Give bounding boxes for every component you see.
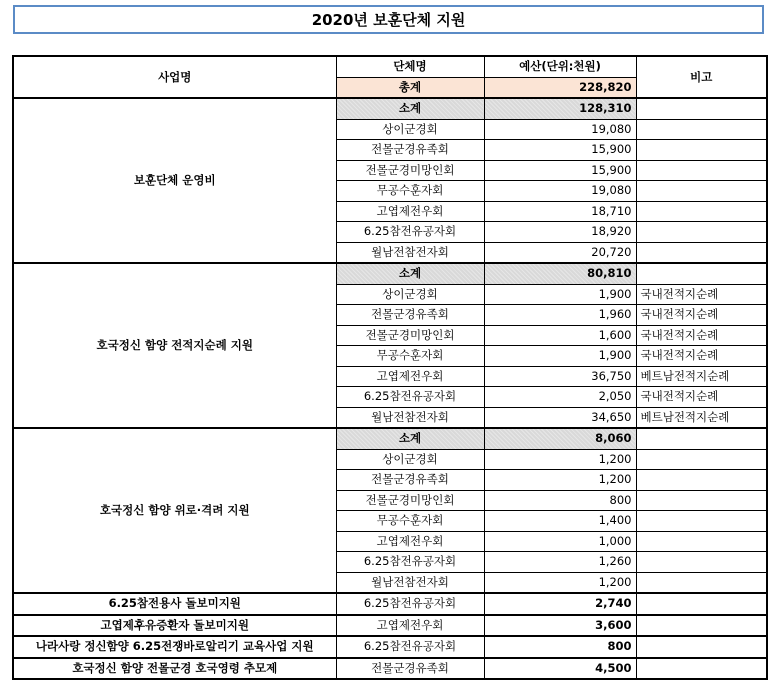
budget-value: 20,720 (484, 242, 636, 263)
org-name: 고엽제전우회 (336, 366, 484, 387)
budget-value: 2,050 (484, 387, 636, 408)
project-name: 호국정신 함양 전적지순례 지원 (13, 263, 336, 428)
note-cell (636, 511, 767, 532)
header-row (13, 56, 767, 77)
org-name: 고엽제전우회 (336, 201, 484, 222)
note-cell (636, 658, 767, 680)
org-name: 월남전참전자회 (336, 242, 484, 263)
note-cell (636, 449, 767, 470)
table-row (13, 615, 767, 637)
note-cell: 국내전적지순례 (636, 387, 767, 408)
org-name: 전몰군경미망인회 (336, 160, 484, 181)
org-name: 6.25참전유공자회 (336, 387, 484, 408)
table-row (13, 593, 767, 615)
note-cell (636, 428, 767, 449)
budget-value: 1,000 (484, 531, 636, 552)
project-name: 보훈단체 운영비 (13, 98, 336, 263)
page-title: 2020년 보훈단체 지원 (13, 5, 764, 34)
org-name: 6.25참전유공자회 (336, 222, 484, 243)
org-name: 전몰군경미망인회 (336, 325, 484, 346)
note-cell (636, 160, 767, 181)
note-cell: 베트남전적지순례 (636, 366, 767, 387)
budget-value: 1,960 (484, 305, 636, 326)
total-label: 총계 (336, 77, 484, 98)
subtotal-budget: 128,310 (484, 98, 636, 119)
org-name: 전몰군경유족회 (336, 305, 484, 326)
project-name: 나라사랑 정신함양 6.25전쟁바로알리기 교육사업 지원 (13, 636, 336, 658)
budget-value: 1,600 (484, 325, 636, 346)
org-name: 상이군경회 (336, 284, 484, 305)
table-row (13, 636, 767, 658)
org-name: 6.25참전유공자회 (336, 636, 484, 658)
budget-value: 1,200 (484, 449, 636, 470)
header-project: 사업명 (13, 56, 336, 98)
budget-value: 800 (484, 490, 636, 511)
note-cell: 국내전적지순례 (636, 284, 767, 305)
note-cell (636, 222, 767, 243)
org-name: 무공수훈자회 (336, 511, 484, 532)
note-cell (636, 119, 767, 140)
org-name: 고엽제전우회 (336, 615, 484, 637)
budget-table (12, 55, 768, 680)
note-cell (636, 242, 767, 263)
project-name: 6.25참전용사 돌보미지원 (13, 593, 336, 615)
org-name: 무공수훈자회 (336, 181, 484, 202)
org-name: 전몰군경유족회 (336, 140, 484, 161)
budget-value: 3,600 (484, 615, 636, 637)
subtotal-budget: 8,060 (484, 428, 636, 449)
org-name: 전몰군경미망인회 (336, 490, 484, 511)
budget-value: 1,260 (484, 552, 636, 573)
table-row (13, 658, 767, 680)
org-name: 6.25참전유공자회 (336, 593, 484, 615)
budget-value: 2,740 (484, 593, 636, 615)
org-name: 월남전참전자회 (336, 572, 484, 593)
org-name: 6.25참전유공자회 (336, 552, 484, 573)
budget-value: 34,650 (484, 407, 636, 428)
note-cell: 베트남전적지순례 (636, 407, 767, 428)
budget-value: 4,500 (484, 658, 636, 680)
note-cell (636, 98, 767, 119)
note-cell (636, 181, 767, 202)
header-org: 단체명 (336, 56, 484, 77)
note-cell (636, 263, 767, 284)
budget-value: 19,080 (484, 181, 636, 202)
note-cell (636, 572, 767, 593)
header-budget: 예산(단위:천원) (484, 56, 636, 77)
subtotal-row (13, 428, 767, 449)
org-name: 무공수훈자회 (336, 346, 484, 367)
budget-value: 18,920 (484, 222, 636, 243)
org-name: 전몰군경유족회 (336, 470, 484, 491)
note-cell (636, 531, 767, 552)
budget-value: 800 (484, 636, 636, 658)
org-name: 상이군경회 (336, 119, 484, 140)
project-name: 고엽제후유증환자 돌보미지원 (13, 615, 336, 637)
note-cell (636, 636, 767, 658)
note-cell: 국내전적지순례 (636, 346, 767, 367)
note-cell (636, 615, 767, 637)
note-cell (636, 470, 767, 491)
total-budget: 228,820 (484, 77, 636, 98)
org-name: 전몰군경유족회 (336, 658, 484, 680)
subtotal-row (13, 263, 767, 284)
budget-value: 19,080 (484, 119, 636, 140)
note-cell (636, 490, 767, 511)
project-name: 호국정신 함양 전몰군경 호국영령 추모제 (13, 658, 336, 680)
org-name: 월남전참전자회 (336, 407, 484, 428)
subtotal-label: 소계 (336, 428, 484, 449)
budget-value: 1,200 (484, 470, 636, 491)
note-cell (636, 140, 767, 161)
budget-value: 1,400 (484, 511, 636, 532)
budget-value: 18,710 (484, 201, 636, 222)
note-cell (636, 552, 767, 573)
budget-value: 1,900 (484, 284, 636, 305)
subtotal-row (13, 98, 767, 119)
budget-value: 15,900 (484, 140, 636, 161)
budget-value: 36,750 (484, 366, 636, 387)
note-cell (636, 593, 767, 615)
budget-value: 15,900 (484, 160, 636, 181)
org-name: 상이군경회 (336, 449, 484, 470)
note-cell (636, 201, 767, 222)
subtotal-budget: 80,810 (484, 263, 636, 284)
org-name: 고엽제전우회 (336, 531, 484, 552)
subtotal-label: 소계 (336, 263, 484, 284)
budget-value: 1,900 (484, 346, 636, 367)
subtotal-label: 소계 (336, 98, 484, 119)
header-note: 비고 (636, 56, 767, 98)
note-cell: 국내전적지순례 (636, 305, 767, 326)
project-name: 호국정신 함양 위로·격려 지원 (13, 428, 336, 593)
note-cell: 국내전적지순례 (636, 325, 767, 346)
budget-value: 1,200 (484, 572, 636, 593)
